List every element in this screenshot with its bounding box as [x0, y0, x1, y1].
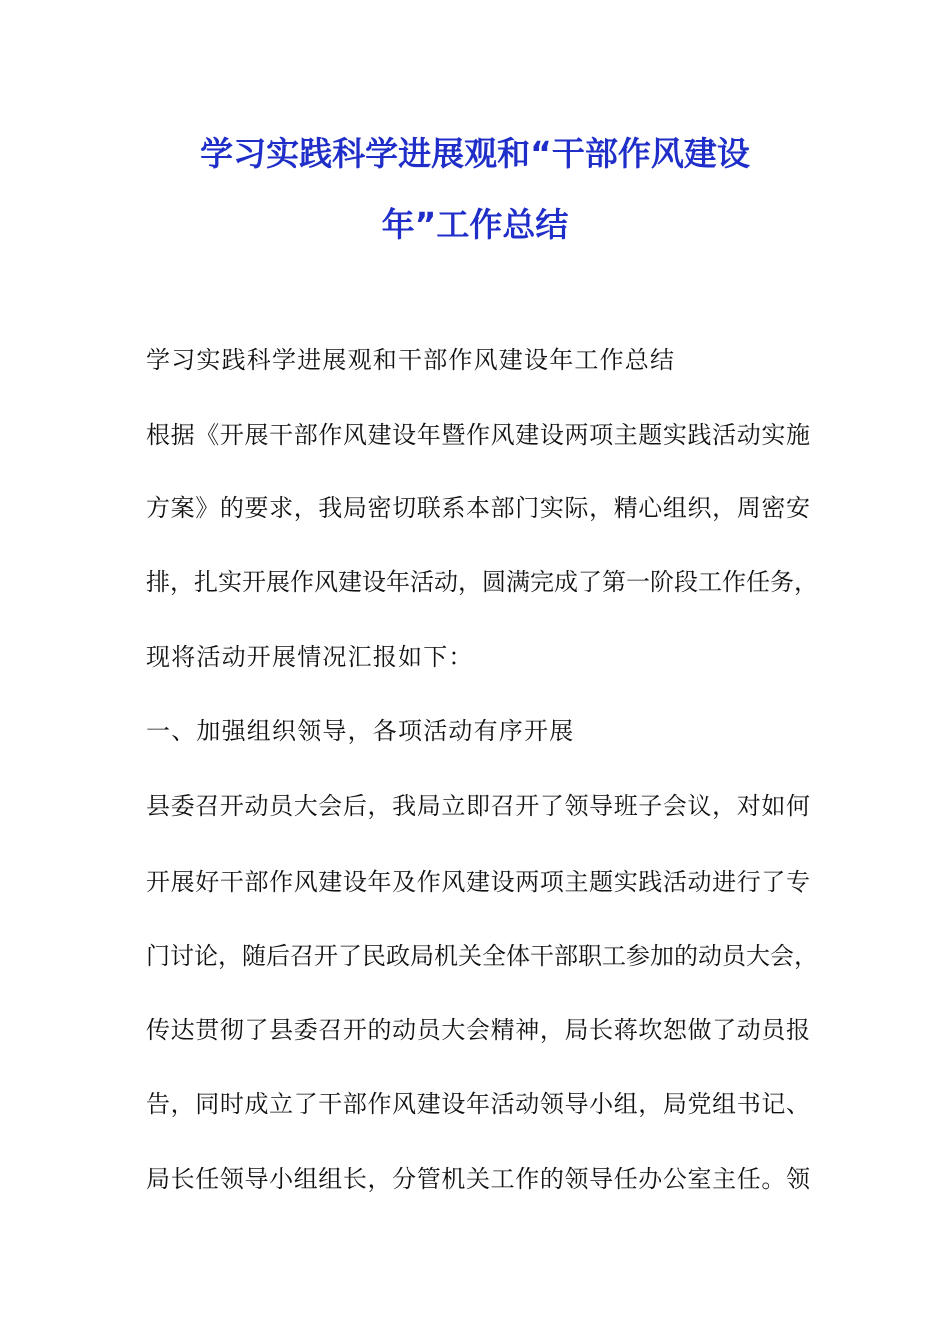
- subtitle-line: 学习实践科学进展观和干部作风建设年工作总结: [146, 346, 676, 374]
- document-title-line-2: 年”工作总结: [381, 205, 569, 244]
- paragraph-line: 方案》的要求，我局密切联系本部门实际，精心组织，周密安: [146, 494, 810, 522]
- paragraph-line: 告，同时成立了干部作风建设年活动领导小组，局党组书记、: [146, 1090, 810, 1118]
- section-heading: 一、加强组织领导，各项活动有序开展: [146, 717, 575, 745]
- paragraph-line: 现将活动开展情况汇报如下：: [146, 643, 474, 671]
- paragraph-line: 排，扎实开展作风建设年活动，圆满完成了第一阶段工作任务，: [146, 568, 818, 596]
- paragraph-line: 开展好干部作风建设年及作风建设两项主题实践活动进行了专: [146, 868, 810, 896]
- paragraph-line: 局长任领导小组组长，分管机关工作的领导任办公室主任。领: [146, 1165, 810, 1193]
- document-title-line-1: 学习实践科学进展观和“干部作风建设: [200, 134, 750, 173]
- paragraph-line: 县委召开动员大会后，我局立即召开了领导班子会议，对如何: [146, 792, 810, 820]
- paragraph-line: 传达贯彻了县委召开的动员大会精神，局长蒋坎恕做了动员报: [146, 1016, 810, 1044]
- paragraph-line: 门讨论，随后召开了民政局机关全体干部职工参加的动员大会，: [146, 942, 818, 970]
- paragraph-line: 根据《开展干部作风建设年暨作风建设两项主题实践活动实施: [146, 421, 810, 449]
